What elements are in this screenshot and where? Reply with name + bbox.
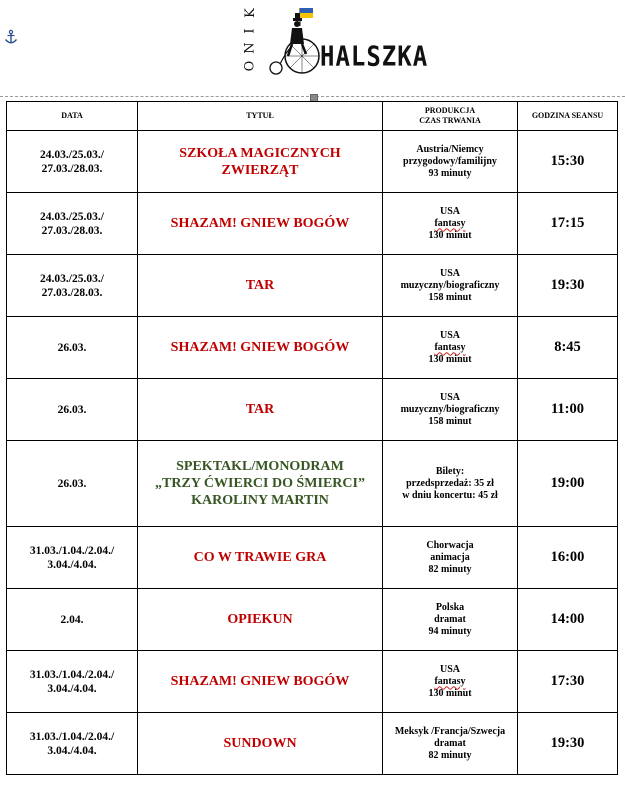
show-dates-line: 2.04. (60, 613, 84, 626)
production-info-line: fantasy (434, 217, 466, 229)
show-time: 8:45 (518, 317, 618, 379)
show-dates-line: 26.03. (57, 341, 87, 354)
show-time: 15:30 (518, 131, 618, 193)
movie-title (138, 193, 383, 255)
column-header-title: TYTUŁ (138, 102, 383, 131)
cinema-logo (242, 4, 429, 76)
table-row (7, 589, 618, 651)
show-dates-line: 27.03./28.03. (41, 162, 103, 175)
production-info-line: Chorwacja (426, 539, 474, 551)
movie-title-line: KAROLINY MARTIN (191, 493, 329, 508)
production-info-line: USA (439, 329, 460, 341)
logo-kino-text (242, 6, 258, 72)
show-time: 14:00 (518, 589, 618, 651)
production-info-line: Polska (435, 601, 465, 613)
show-dates-line: 3.04./4.04. (47, 558, 97, 571)
movie-title-line: SZKOŁA MAGICZNYCH (179, 145, 341, 161)
table-row (7, 527, 618, 589)
show-dates (7, 317, 138, 379)
movie-title (138, 379, 383, 441)
production-info-line: Bilety: (435, 465, 465, 477)
show-dates-line: 27.03./28.03. (41, 286, 103, 299)
show-dates-line: 31.03./1.04./2.04./ (29, 668, 115, 681)
table-row (7, 131, 618, 193)
show-dates-line: 24.03./25.03./ (40, 210, 104, 223)
movie-title-line: TAR (245, 278, 275, 293)
production-info (383, 317, 518, 379)
show-dates-line: 24.03./25.03./ (40, 272, 104, 285)
show-time: 19:00 (518, 441, 618, 527)
show-dates-line: 31.03./1.04./2.04./ (29, 544, 115, 557)
production-info-line: 94 minuty (428, 625, 472, 637)
show-dates (7, 379, 138, 441)
show-dates-line: 26.03. (57, 477, 87, 490)
table-row (7, 651, 618, 713)
show-time: 19:30 (518, 255, 618, 317)
movie-title (138, 131, 383, 193)
movie-title-line: TAR (245, 402, 275, 417)
production-info-line: 130 minut (428, 687, 472, 699)
movie-title (138, 527, 383, 589)
production-info (383, 527, 518, 589)
show-dates-line: 24.03./25.03./ (40, 148, 104, 161)
production-info-line: muzyczny/biograficzny (400, 403, 500, 415)
anchor-icon (3, 29, 19, 45)
table-row (7, 379, 618, 441)
table-row (7, 193, 618, 255)
table-header-row (7, 102, 618, 131)
show-dates (7, 131, 138, 193)
production-info (383, 441, 518, 527)
production-info (383, 651, 518, 713)
production-info-line: Meksyk /Francja/Szwecja (394, 725, 506, 737)
table-row (7, 255, 618, 317)
schedule-table (6, 101, 618, 775)
production-info-line: dramat (434, 737, 466, 749)
column-header-date: DATA (7, 102, 138, 131)
show-time: 11:00 (518, 379, 618, 441)
production-info (383, 589, 518, 651)
show-dates (7, 713, 138, 775)
movie-title (138, 441, 383, 527)
column-header-time: GODZINA SEANSU (518, 102, 618, 131)
movie-title-line: „TRZY ĆWIERCI DO ŚMIERCI” (155, 476, 365, 491)
production-info (383, 193, 518, 255)
show-dates (7, 441, 138, 527)
show-dates-line: 3.04./4.04. (47, 682, 97, 695)
production-info-line: 158 minut (428, 415, 472, 427)
show-time: 19:30 (518, 713, 618, 775)
show-dates-line: 31.03./1.04./2.04./ (29, 730, 115, 743)
logo-kino-letter: K (242, 7, 258, 18)
production-info-line: USA (439, 663, 460, 675)
show-dates (7, 651, 138, 713)
production-info (383, 713, 518, 775)
production-info-line: w dniu koncertu: 45 zł (402, 489, 498, 501)
production-info-line: 82 minuty (428, 563, 472, 575)
column-header-production: PRODUKCJA CZAS TRWANIA (383, 102, 518, 131)
movie-title-line: SUNDOWN (223, 736, 297, 751)
table-row (7, 713, 618, 775)
movie-title (138, 255, 383, 317)
production-info-line: przygodowy/familijny (403, 155, 497, 167)
movie-title (138, 651, 383, 713)
movie-title-line: SHAZAM! GNIEW BOGÓW (170, 674, 350, 689)
show-dates-line: 26.03. (57, 403, 87, 416)
show-dates (7, 255, 138, 317)
show-dates-line: 27.03./28.03. (41, 224, 103, 237)
production-info (383, 255, 518, 317)
movie-title (138, 317, 383, 379)
production-info-line: USA (439, 391, 460, 403)
movie-title (138, 589, 383, 651)
movie-title-line: SHAZAM! GNIEW BOGÓW (170, 216, 350, 231)
table-row (7, 441, 618, 527)
production-info-line: 93 minuty (428, 167, 472, 179)
production-info-line: fantasy (434, 341, 466, 353)
production-info-line: 130 minut (428, 353, 472, 365)
production-info-line: Austria/Niemcy (416, 143, 484, 155)
production-info-line: 130 minut (428, 229, 472, 241)
production-info-line: 82 minuty (428, 749, 472, 761)
movie-title-line: ZWIERZĄT (221, 162, 299, 178)
show-dates (7, 527, 138, 589)
production-info (383, 379, 518, 441)
logo-kino-letter: O (242, 59, 258, 72)
movie-title (138, 713, 383, 775)
show-time: 16:00 (518, 527, 618, 589)
production-info-line: animacja (430, 551, 470, 563)
show-dates-line: 3.04./4.04. (47, 744, 97, 757)
production-info-line: dramat (434, 613, 466, 625)
production-info (383, 131, 518, 193)
production-info-line: 158 minut (428, 291, 472, 303)
production-info-line: USA (439, 267, 460, 279)
show-dates (7, 193, 138, 255)
production-info-line: muzyczny/biograficzny (400, 279, 500, 291)
show-dates (7, 589, 138, 651)
show-time: 17:15 (518, 193, 618, 255)
logo-kino-letter: I (242, 27, 258, 34)
table-row (7, 317, 618, 379)
production-info-line: przedsprzedaż: 35 zł (406, 477, 494, 489)
production-info-line: fantasy (434, 675, 466, 687)
production-info-line: USA (439, 205, 460, 217)
movie-title-line: SHAZAM! GNIEW BOGÓW (170, 340, 350, 355)
movie-title-line: OPIEKUN (227, 612, 293, 627)
show-time: 17:30 (518, 651, 618, 713)
movie-title-line: CO W TRAWIE GRA (193, 550, 327, 565)
logo-name: HALSZKA (320, 40, 429, 73)
logo-kino-letter: N (242, 41, 258, 54)
movie-title-line: SPEKTAKL/MONODRAM (176, 459, 344, 474)
